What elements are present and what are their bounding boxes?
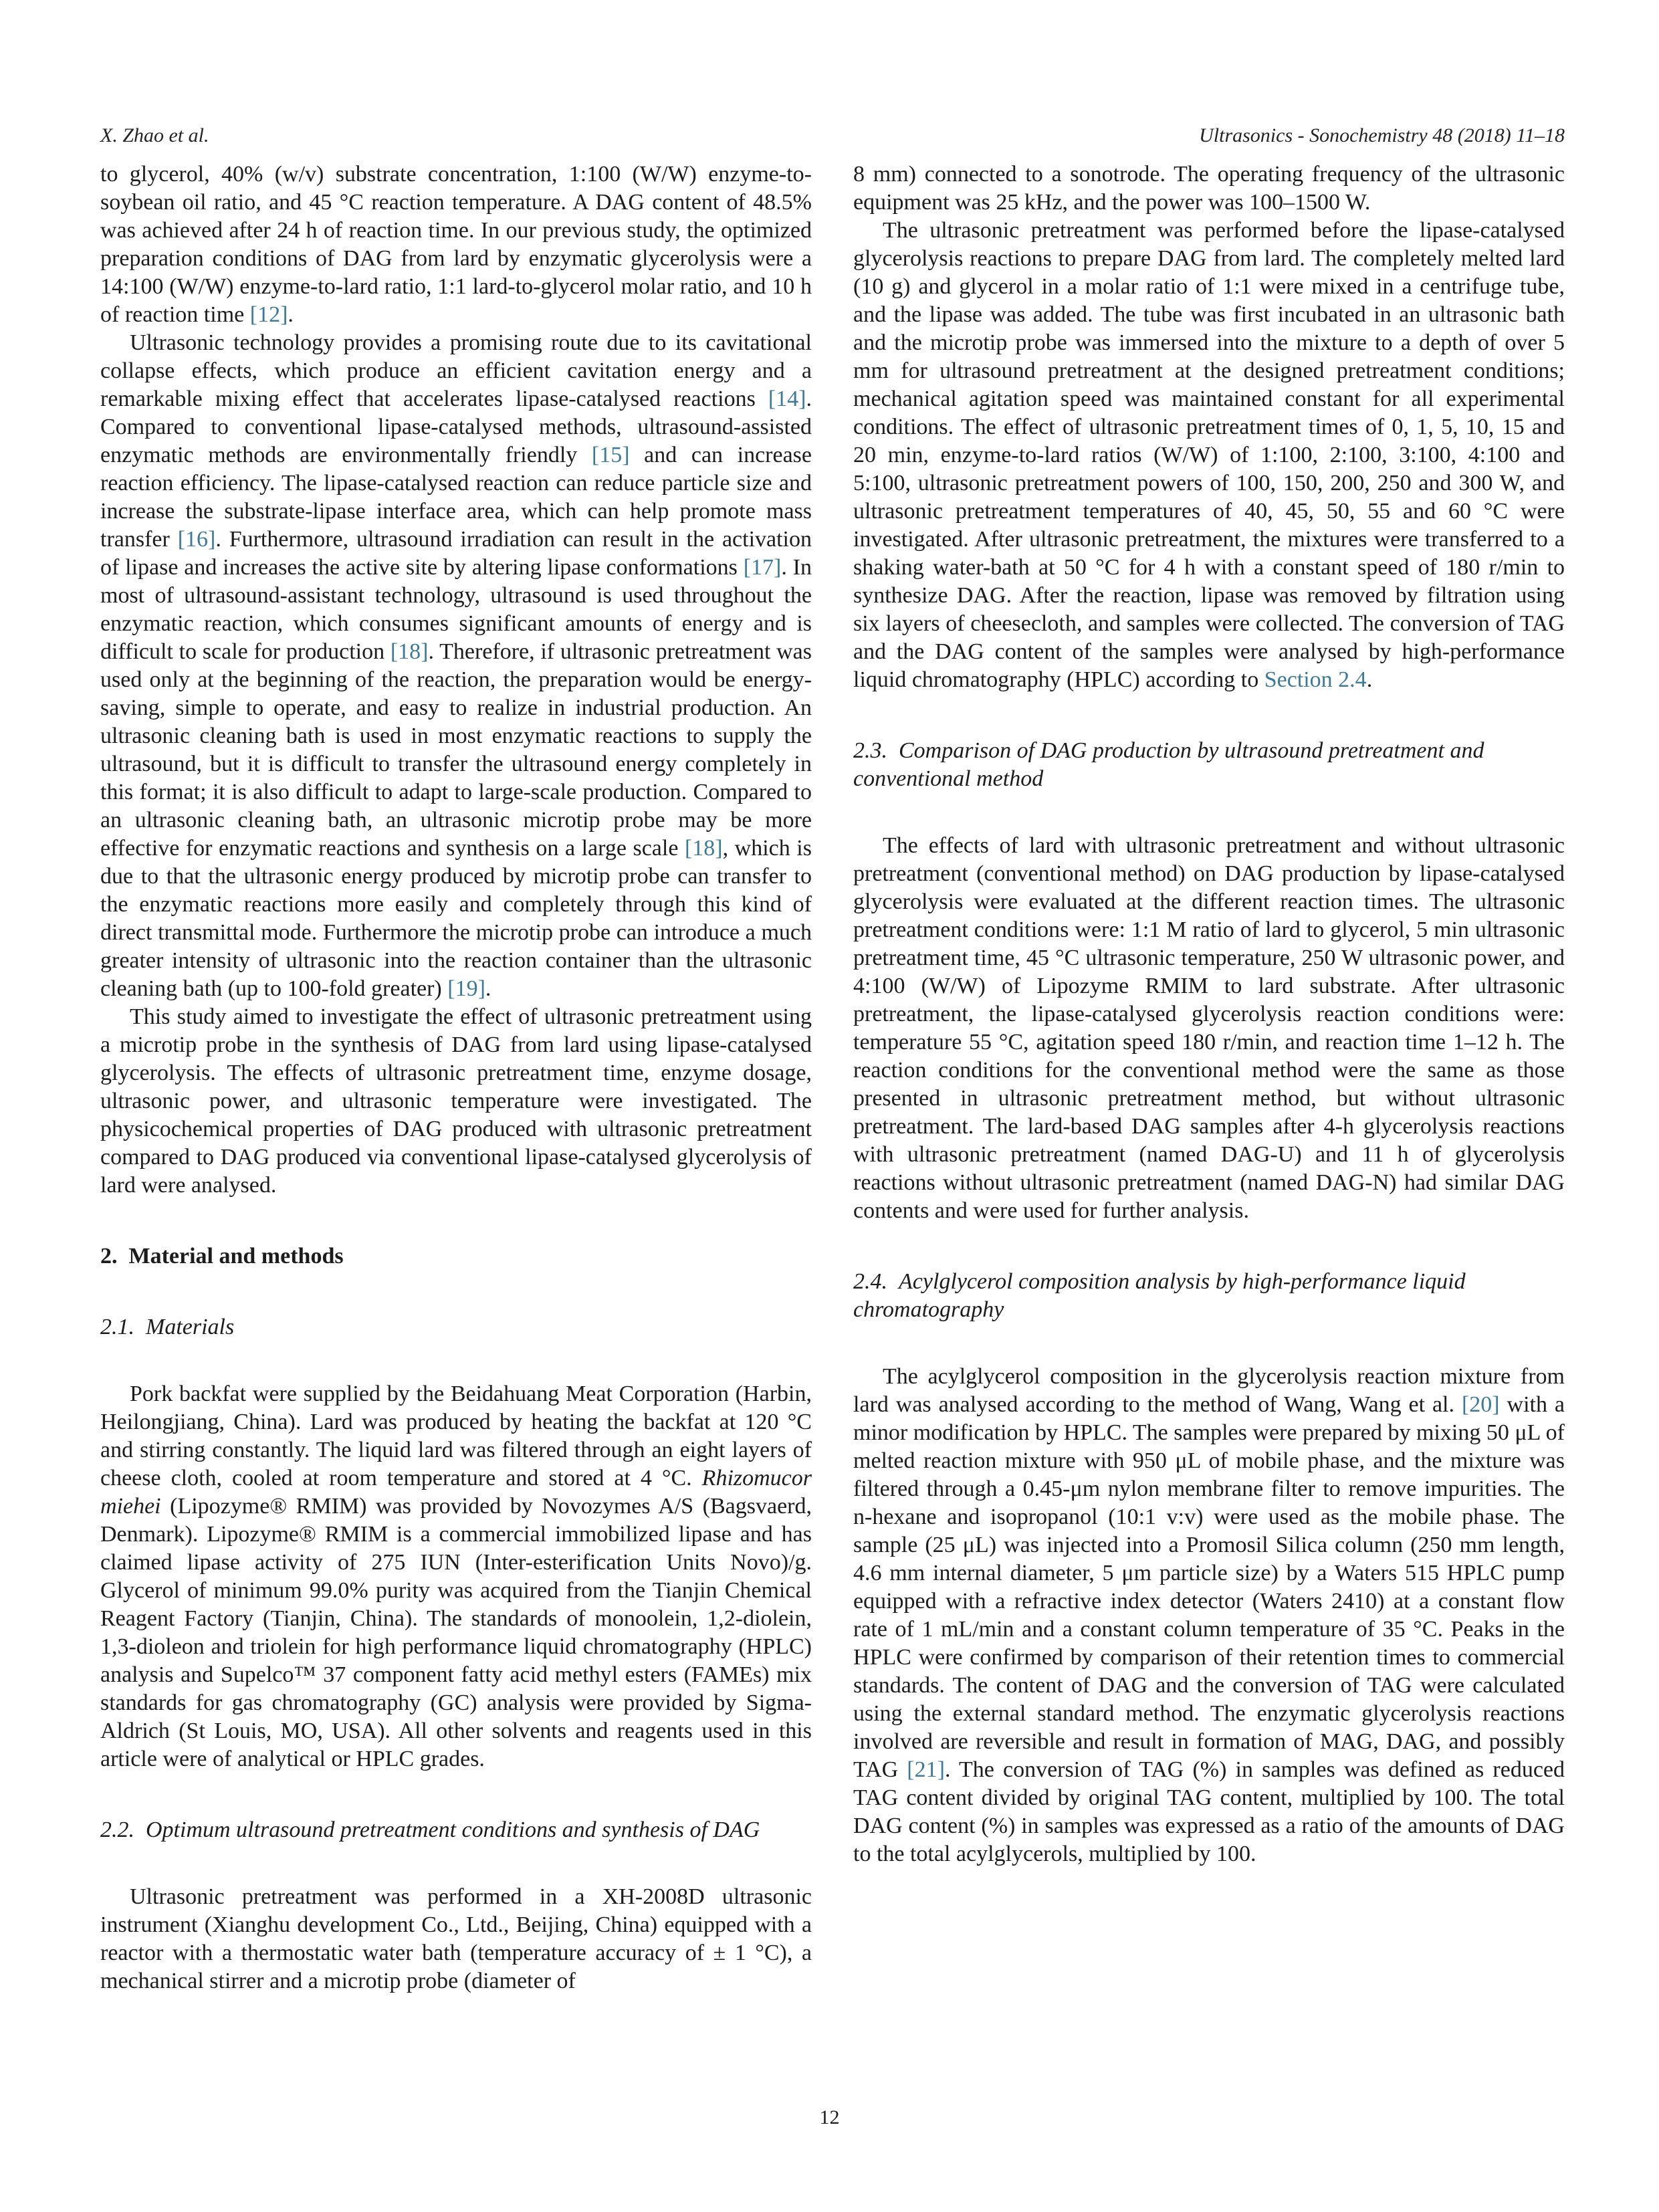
citation-link[interactable]: [12] (249, 302, 288, 327)
citation-link[interactable]: [18] (684, 836, 723, 861)
paragraph-materials: Pork backfat were supplied by the Beidahuang Meat Corporation (Harbin, Heilongjiang, China). Lard was produced by heating the backfat at 120 °C and stirring constantly. The liquid lard was filtered through an eight layers of cheese cloth, cooled at room temperature and stored at 4 °C. Rhizomucor miehei (Lipozyme® RMIM) was provided by Novozymes A/S (Bagsvaerd, Denmark). Lipozyme® RMIM is a commercial immobilized lipase and has claimed lipase activity of 275 IUN (Inter-esterification Units Novo)/g. Glycerol of minimum 99.0% purity was acquired from the Tianjin Chemical Reagent Factory (Tianjin, China). The standards of monoolein, 1,2-diolein, 1,3-dioleon and triolein for high performance liquid chromatography (HPLC) analysis and Supelco™ 37 component fatty acid methyl esters (FAMEs) mix standards for gas chromatography (GC) analysis were provided by Sigma-Aldrich (St Louis, MO, USA). All other solvents and reagents used in this article were of analytical or HPLC grades. (100, 1381, 812, 1771)
citation-link[interactable]: [17] (743, 555, 782, 580)
running-head-journal: Ultrasonics - Sonochemistry 48 (2018) 11–18 (1199, 124, 1565, 146)
citation-link[interactable]: [20] (1461, 1392, 1500, 1417)
paragraph-intro-continuation: to glycerol, 40% (w/v) substrate concentration, 1:100 (W/W) enzyme-to-soybean oil ratio, and 45 °C reaction temperature. A DAG content of 48.5% was achieved after 24 h of reaction time. In our previous study, the optimized preparation conditions of DAG from lard by enzymatic glycerolysis were a 14:100 (W/W) enzyme-to-lard ratio, 1:1 lard-to-glycerol molar ratio, and 10 h of reaction time [12]. (100, 162, 812, 327)
paragraph-sonotrode-continuation: 8 mm) connected to a sonotrode. The operating frequency of the ultrasonic equipment was 25 kHz, and the power was 100–1500 W. (853, 162, 1565, 215)
italic-term: Rhizomucor miehei (100, 1466, 812, 1519)
citation-link[interactable]: [14] (768, 386, 806, 411)
section-2-heading: 2. Material and methods (100, 1244, 344, 1268)
section-2-4-heading: 2.4. Acylglycerol composition analysis by high-performance liquid chromatography (853, 1269, 1466, 1322)
citation-link[interactable]: [19] (447, 976, 485, 1001)
section-2-2-heading: 2.2. Optimum ultrasound pretreatment conditions and synthesis of DAG (100, 1817, 760, 1842)
page-number: 12 (819, 2106, 840, 2128)
paragraph-comparison: The effects of lard with ultrasonic pretreatment and without ultrasonic pretreatment (conventional method) on DAG production by lipase-catalysed glycerolysis were evaluated at the different reaction times. The ultrasonic pretreatment conditions were: 1:1 M ratio of lard to glycerol, 5 min ultrasonic pretreatment time, 45 °C ultrasonic temperature, 250 W ultrasonic power, and 4:100 (W/W) of Lipozyme RMIM to lard substrate. After ultrasonic pretreatment, the lipase-catalysed glycerolysis reaction conditions were: temperature 55 °C, agitation speed 180 r/min, and reaction time 1–12 h. The reaction conditions for the conventional method were the same as those presented in ultrasonic pretreatment method, but without ultrasonic pretreatment. The lard-based DAG samples after 4-h glycerolysis reactions with ultrasonic pretreatment (named DAG-U) and 11 h of glycerolysis reactions without ultrasonic pretreatment (named DAG-N) had similar DAG contents and were used for further analysis. (853, 833, 1565, 1223)
column-left (100, 160, 812, 1995)
two-column-body (100, 160, 1565, 1995)
citation-link[interactable]: Section 2.4 (1264, 667, 1367, 692)
citation-link[interactable]: [15] (591, 443, 630, 467)
running-head (100, 124, 1565, 147)
paragraph-hplc-analysis: The acylglycerol composition in the glycerolysis reaction mixture from lard was analysed according to the method of Wang, Wang et al. [20] with a minor modification by HPLC. The samples were prepared by mixing 50 μL of melted reaction mixture with 950 μL of mobile phase, and the mixture was filtered through a 0.45-μm nylon membrane filter to remove impurities. The n-hexane and isopropanol (10:1 v:v) were used as the mobile phase. The sample (25 μL) was injected into a Promosil Silica column (250 mm length, 4.6 mm internal diameter, 5 μm particle size) by a Waters 515 HPLC pump equipped with a refractive index detector (Waters 2410) at a constant flow rate of 1 mL/min and a constant column temperature of 35 °C. Peaks in the HPLC were confirmed by comparison of their retention times to commercial standards. The content of DAG and the conversion of TAG were calculated using the external standard method. The enzymatic glycerolysis reactions involved are reversible and result in formation of MAG, DAG, and possibly TAG [21]. The conversion of TAG (%) in samples was defined as reduced TAG content divided by original TAG content, multiplied by 100. The total DAG content (%) in samples was expressed as a ratio of the amounts of DAG to the total acylglycerols, multiplied by 100. (853, 1364, 1565, 1866)
citation-link[interactable]: [21] (907, 1757, 945, 1782)
column-right (853, 160, 1565, 1995)
paragraph-instrument: Ultrasonic pretreatment was performed in a XH-2008D ultrasonic instrument (Xianghu development Co., Ltd., Beijing, China) equipped with a reactor with a thermostatic water bath (temperature accuracy of ± 1 °C), a mechanical stirrer and a microtip probe (diameter of (100, 1884, 812, 1993)
section-2-3-heading: 2.3. Comparison of DAG production by ultrasound pretreatment and conventional method (853, 738, 1484, 791)
paragraph-pretreatment-procedure: The ultrasonic pretreatment was performed before the lipase-catalysed glycerolysis reactions to prepare DAG from lard. The completely melted lard (10 g) and glycerol in a molar ratio of 1:1 were mixed in a centrifuge tube, and the lipase was added. The tube was first incubated in an ultrasonic bath and the microtip probe was immersed into the mixture to a depth of over 5 mm for ultrasound pretreatment at the designed pretreatment conditions; mechanical agitation speed was maintained constant for all experimental conditions. The effect of ultrasonic pretreatment times of 0, 1, 5, 10, 15 and 20 min, enzyme-to-lard ratios (W/W) of 1:100, 2:100, 3:100, 4:100 and 5:100, ultrasonic pretreatment powers of 100, 150, 200, 250 and 300 W, and ultrasonic pretreatment temperatures of 40, 45, 50, 55 and 60 °C were investigated. After ultrasonic pretreatment, the mixtures were transferred to a shaking water-bath at 50 °C for 4 h with a constant speed of 180 r/min to synthesize DAG. After the reaction, lipase was removed by filtration using six layers of cheesecloth, and samples were collected. The conversion of TAG and the DAG content of the samples were analysed by high-performance liquid chromatography (HPLC) according to Section 2.4. (853, 218, 1565, 692)
citation-link[interactable]: [18] (390, 639, 429, 664)
section-2-1-heading: 2.1. Materials (100, 1315, 235, 1339)
running-head-authors: X. Zhao et al. (100, 124, 209, 146)
citation-link[interactable]: [16] (177, 527, 216, 552)
paragraph-study-aim: This study aimed to investigate the effect of ultrasonic pretreatment using a microtip probe in the synthesis of DAG from lard using lipase-catalysed glycerolysis. The effects of ultrasonic pretreatment time, enzyme dosage, ultrasonic power, and ultrasonic temperature were investigated. The physicochemical properties of DAG produced with ultrasonic pretreatment compared to DAG produced via conventional lipase-catalysed glycerolysis of lard were analysed. (100, 1004, 812, 1198)
paragraph-ultrasonic-technology: Ultrasonic technology provides a promising route due to its cavitational collapse effects, which produce an efficient cavitation energy and a remarkable mixing effect that accelerates lipase-catalysed reactions [14]. Compared to conventional lipase-catalysed methods, ultrasound-assisted enzymatic methods are environmentally friendly [15] and can increase reaction efficiency. The lipase-catalysed reaction can reduce particle size and increase the substrate-lipase interface area, which can help promote mass transfer [16]. Furthermore, ultrasound irradiation can result in the activation of lipase and increases the active site by altering lipase conformations [17]. In most of ultrasound-assistant technology, ultrasound is used throughout the enzymatic reaction, which consumes significant amounts of energy and is difficult to scale for production [18]. Therefore, if ultrasonic pretreatment was used only at the beginning of the reaction, the preparation would be energy-saving, simple to operate, and easy to realize in industrial production. An ultrasonic cleaning bath is used in most enzymatic reactions to supply the ultrasound, but it is difficult to transfer the ultrasound energy completely in this format; it is also difficult to adapt to large-scale production. Compared to an ultrasonic cleaning bath, an ultrasonic microtip probe may be more effective for enzymatic reactions and synthesis on a large scale [18], which is due to that the ultrasonic energy produced by microtip probe can transfer to the enzymatic reactions more easily and completely through this kind of direct transmittal mode. Furthermore the microtip probe can introduce a much greater intensity of ultrasonic into the reaction container than the ultrasonic cleaning bath (up to 100-fold greater) [19]. (100, 330, 812, 1001)
